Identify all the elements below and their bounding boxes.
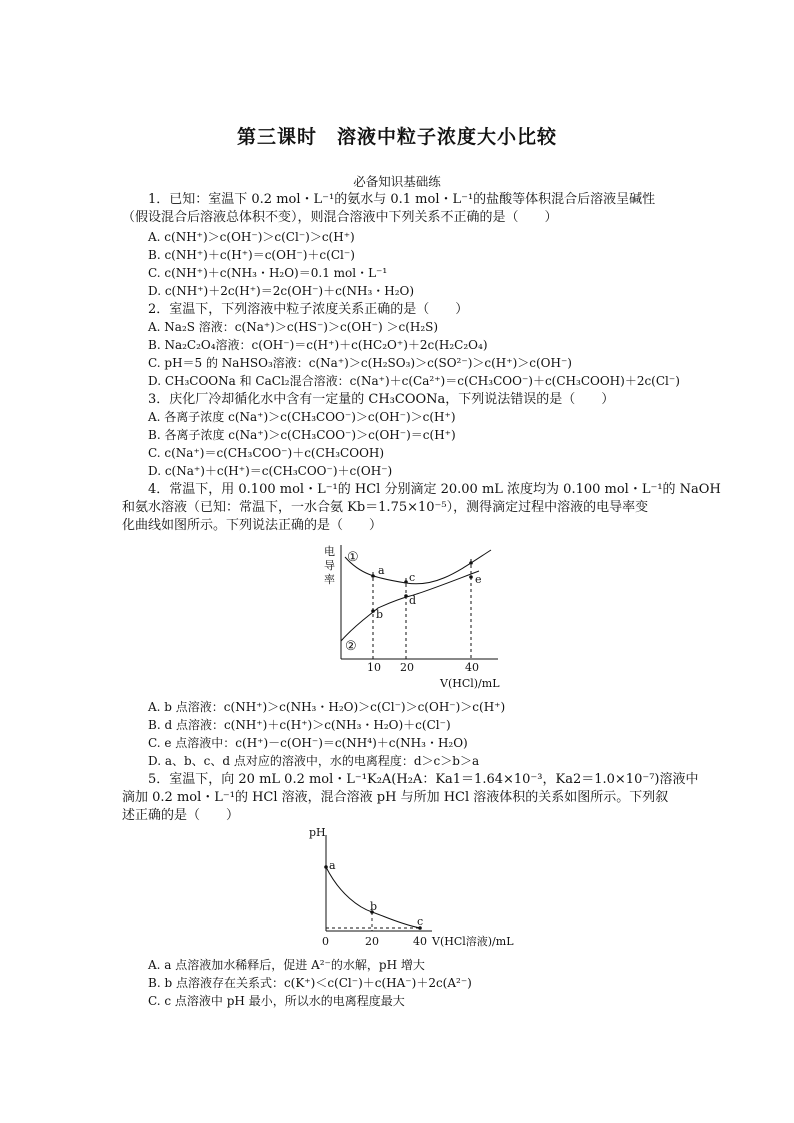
point-label-b: b [376, 608, 384, 621]
text-line: 2．室温下，下列溶液中粒子浓度关系正确的是（ ） [148, 302, 469, 317]
point-label-e: e [475, 573, 482, 586]
x-tick: 20 [400, 661, 414, 674]
y-axis-label: pH [309, 826, 326, 839]
text-line: B. d 点溶液：c(NH⁺)＋c(H⁺)＞c(NH₃・H₂O)＋c(Cl⁻) [148, 718, 451, 732]
text-line: B. 各离子浓度 c(Na⁺)＞c(CH₃COO⁻)＞c(OH⁻)＝c(H⁺) [148, 428, 456, 442]
text-line: 3．庆化厂冷却循化水中含有一定量的 CH₃COONa，下列说法错误的是（ ） [148, 392, 615, 407]
text-line: 5．室温下，向 20 mL 0.2 mol・L⁻¹K₂A(H₂A：Ka1＝1.64×10⁻³，Ka2＝1.0×10⁻⁷)溶液中 [148, 772, 699, 787]
text-line: A. a 点溶液加水稀释后，促进 A²⁻的水解，pH 增大 [148, 958, 425, 972]
curve-label-2: ② [345, 639, 357, 654]
curve-1 [345, 550, 491, 584]
text-line: D. CH₃COONa 和 CaCl₂混合溶液：c(Na⁺)＋c(Ca²⁺)＝c(CH₃COO⁻)＋c(CH₃COOH)＋2c(Cl⁻) [148, 374, 680, 388]
text-line: D. c(Na⁺)＋c(H⁺)＝c(CH₃COO⁻)＋c(OH⁻) [148, 464, 393, 478]
text-line: 1．已知：室温下 0.2 mol・L⁻¹的氨水与 0.1 mol・L⁻¹的盐酸等体积混合后溶液呈碱性 [148, 192, 656, 207]
curve-label-1: ① [347, 550, 359, 565]
text-line: C. c(Na⁺)＝c(CH₃COO⁻)＋c(CH₃COOH) [148, 446, 385, 460]
conductivity-graph [318, 538, 518, 690]
text-line: A. b 点溶液：c(NH⁺)＞c(NH₃・H₂O)＞c(Cl⁻)＞c(OH⁻)＞c(H⁺) [148, 700, 506, 714]
x-tick: 40 [465, 661, 479, 674]
text-line: B. Na₂C₂O₄溶液：c(OH⁻)＝c(H⁺)＋c(HC₂O⁺)＋2c(H₂C₂O₄) [148, 338, 488, 352]
section-subtitle: 必备知识基础练 [353, 174, 441, 189]
text-line: C. pH＝5 的 NaHSO₃溶液：c(Na⁺)＞c(H₂SO₃)＞c(SO²⁻)＞c(H⁺)＞c(OH⁻) [148, 356, 572, 370]
text-line: （假设混合后溶液总体积不变），则混合溶液中下列关系不正确的是（ ） [122, 210, 558, 225]
point-label-c: c [409, 571, 416, 584]
text-line: C. e 点溶液中：c(H⁺)－c(OH⁻)＝c(NH⁴)＋c(NH₃・H₂O) [148, 736, 468, 750]
text-line: B. c(NH⁺)＋c(H⁺)＝c(OH⁻)＋c(Cl⁻) [148, 248, 355, 262]
text-line: A. c(NH⁺)＞c(OH⁻)＞c(Cl⁻)＞c(H⁺) [148, 230, 355, 244]
text-line: C. c(NH⁺)＋c(NH₃・H₂O)＝0.1 mol・L⁻¹ [148, 266, 388, 280]
page-title: 第三课时 溶液中粒子浓度大小比较 [236, 126, 557, 148]
point-label-b: b [370, 900, 378, 913]
text-line: 述正确的是（ ） [122, 808, 240, 823]
text-line: A. 各离子浓度 c(Na⁺)＞c(CH₃COO⁻)＞c(OH⁻)＞c(H⁺) [148, 410, 456, 424]
text-line: 化曲线如图所示。下列说法正确的是（ ） [122, 518, 383, 533]
text-line: C. c 点溶液中 pH 最小，所以水的电离程度最大 [148, 994, 405, 1008]
point-label-a: a [329, 859, 336, 872]
ph-curve [326, 867, 420, 928]
x-tick: 40 [413, 935, 427, 948]
text-line: 滴加 0.2 mol・L⁻¹的 HCl 溶液，混合溶液 pH 与所加 HCl 溶液体积的关系如图所示。下列叙 [122, 790, 669, 805]
text-line: D. a、b、c、d 点对应的溶液中，水的电离程度：d＞c＞b＞a [148, 754, 480, 768]
x-tick: 20 [365, 935, 379, 948]
point-label-a: a [378, 564, 385, 577]
y-label-char: 导 [324, 559, 335, 572]
y-label-char: 电 [324, 545, 335, 558]
text-line: 和氨水溶液（已知：常温下，一水合氨 Kb＝1.75×10⁻⁵），测得滴定过程中溶液的电导率变 [122, 500, 649, 515]
text-line: B. b 点溶液存在关系式：c(K⁺)＜c(Cl⁻)＋c(HA⁻)＋2c(A²⁻) [148, 976, 472, 990]
x-axis-label: V(HCl溶液)/mL [432, 935, 514, 948]
text-line: 4．常温下，用 0.100 mol・L⁻¹的 HCl 分别滴定 20.00 mL 浓度均为 0.100 mol・L⁻¹的 NaOH [148, 482, 721, 497]
y-label-char: 率 [324, 573, 335, 586]
ph-graph [306, 822, 522, 952]
x-tick: 0 [322, 935, 329, 948]
x-tick: 10 [367, 661, 381, 674]
point-label-d: d [409, 594, 417, 607]
text-line: A. Na₂S 溶液：c(Na⁺)＞c(HS⁻)＞c(OH⁻) ＞c(H₂S) [148, 320, 439, 334]
text-line: D. c(NH⁺)＋2c(H⁺)＝2c(OH⁻)＋c(NH₃・H₂O) [148, 284, 415, 298]
x-axis-label: V(HCl)/mL [440, 677, 500, 690]
point-label-c: c [417, 915, 424, 928]
